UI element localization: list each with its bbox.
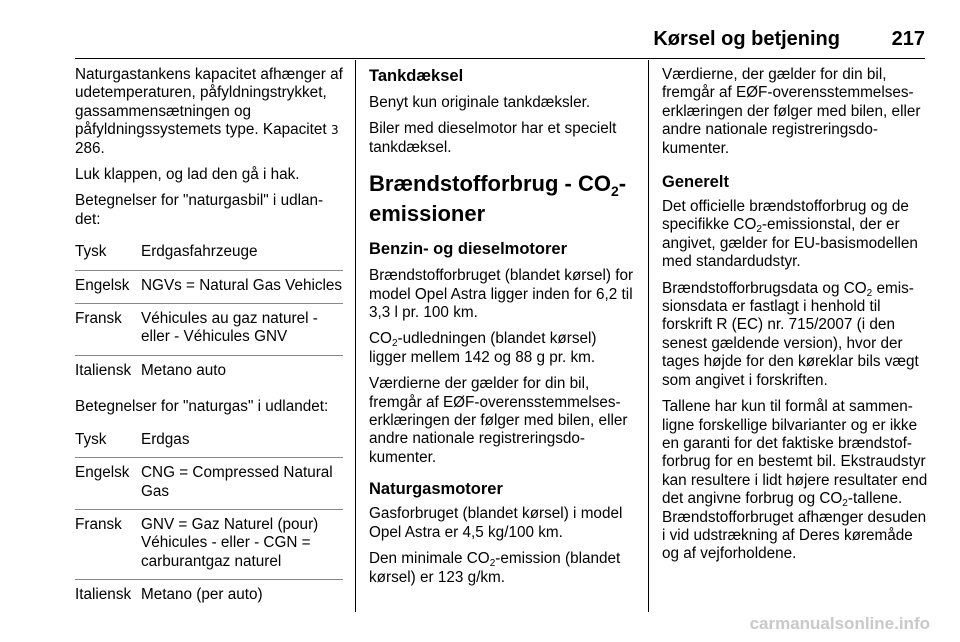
page-number: 217 (891, 28, 925, 50)
paragraph-petrol-co2: $CO_2$-udledningen (blandet kørsel) ligger mellem 142 og 88 g pr. km. (369, 330, 597, 366)
paragraph-gas-consumption: Gasforbruget (blandet kørsel) i model Opel Astra er 4,5 kg/100 km. (369, 505, 623, 541)
paragraph-tank-cap-2: Biler med dieselmotor har et specielt tankdæksel. (369, 120, 617, 156)
paragraph-capacity: Naturgastankens kapacitet afhænger af udetemperaturen, påfyldningstrykket, gassammensætningen og påfyldningssystemets type. Kapacitet 3 286. (75, 66, 343, 157)
heading-general: Generelt (662, 173, 729, 192)
table-row: Tysk Erdgas (75, 425, 343, 458)
table-row: Fransk Véhicules au gaz naturel - eller - Véhicules GNV (75, 304, 343, 356)
table-row: Engelsk NGVs = Natural Gas Vehicles (75, 270, 343, 303)
paragraph-values: Værdierne, der gælder for din bil, fremgår af EØF-overensstemmelseserklæringen der følger med bilen, eller andre nationale registreringsdokumenter. (662, 66, 921, 157)
column-1 (75, 66, 343, 623)
table-row: Italiensk Metano auto (75, 361, 227, 379)
header-rule (75, 58, 925, 59)
column-2 (369, 66, 637, 595)
column-divider-2 (648, 60, 649, 612)
heading-petrol-diesel: Benzin- og dieselmotorer (369, 240, 568, 259)
column-3 (662, 66, 930, 572)
watermark: carmanualsonline.info (749, 614, 930, 633)
paragraph-petrol-values: Værdierne der gælder for din bil, fremgår af EØF-overensstemmelseserklæringen der følger med bilen, eller andre nationale registreringsdokumenter. (369, 375, 628, 466)
paragraph-tank-cap-1: Benyt kun originale tankdæksler. (369, 94, 591, 111)
paragraph-natural-gas-terms: Betegnelser for "naturgas" i udlandet: (75, 398, 329, 416)
paragraph-close-flap: Luk klappen, og lad den gå i hak. (75, 166, 300, 184)
table-row: Fransk GNV = Gaz Naturel (pour) Véhicules - eller - CGN = carburantgaz naturel (75, 509, 343, 579)
paragraph-natural-gas-car-terms: Betegnelser for "naturgasbil" i udlandet: (75, 192, 324, 228)
paragraph-regulation: Brændstofforbrugsdata og $CO_2$ emissionsdata er fastlagt i henhold til forskrift R (EC) nr. 715/2007 (i den senest gældende version), hvor der tages højde for den køreklar bils vægt som angivet i forskriften. (662, 279, 919, 389)
table-row: Italiensk Metano (per auto) (75, 586, 263, 604)
heading-tank-cap: Tankdæksel (369, 67, 464, 85)
page-header (75, 28, 925, 58)
heading-fuel-consumption: Brændstofforbrug - $CO_2$-emissioner (369, 171, 627, 227)
paragraph-gas-co2: Den minimale $CO_2$-emission (blandet kørsel) er 123 g/km. (369, 550, 621, 586)
column-divider-1 (355, 60, 356, 612)
paragraph-official-consumption: Det officielle brændstofforbrug og de specifikke $CO_2$-emissionstal, der er angivet, gælder for EU-basismodellen med standardudstyr. (662, 198, 918, 271)
heading-natural-gas-engines: Naturgasmotorer (369, 480, 503, 499)
paragraph-petrol-consumption: Brændstofforbruget (blandet kørsel) for model Opel Astra ligger inden for 6,2 til 3,3 l pr. 100 km. (369, 267, 634, 322)
chapter-title: Kørsel og betjening (653, 28, 840, 50)
table-row: Engelsk CNG = Compressed Natural Gas (75, 458, 343, 510)
page-reference-icon: 3 (330, 123, 339, 138)
table-row: Tysk Erdgasfahrzeuge (75, 237, 343, 270)
terms-table-gas (75, 425, 343, 613)
terms-table-vehicle (75, 237, 343, 388)
paragraph-comparison: Tallene har kun til formål at sammenligne forskellige bilvarianter og er ikke en garanti for det faktiske brændstofforbrug for en bestemt bil. Ekstraudstyr kan resultere i lidt højere resultater end det angivne forbrug og $CO_2$-tallene. Brændstofforbruget afhænger desuden i vid udstrækning af Deres køremåde og af vejforholdene. (662, 398, 928, 563)
